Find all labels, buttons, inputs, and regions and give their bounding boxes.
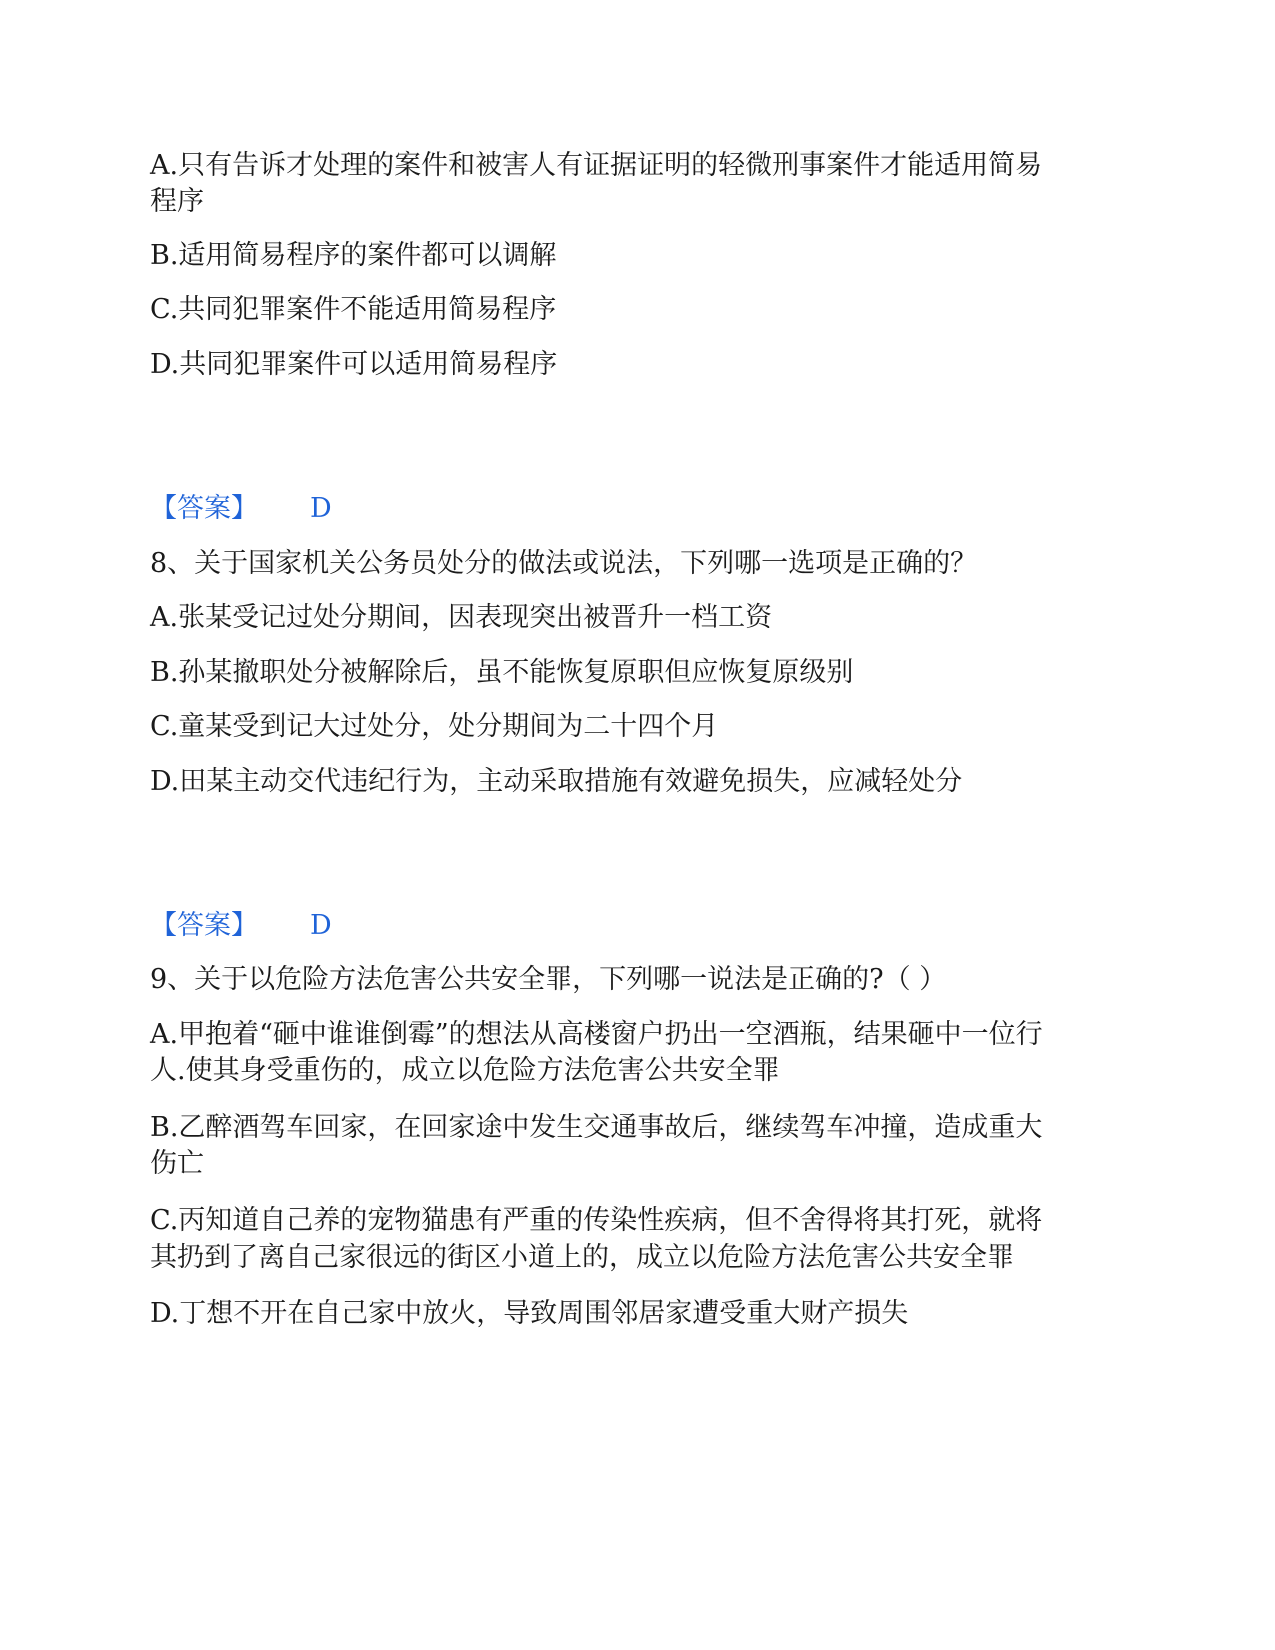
q8-option-b: B.孙某撤职处分被解除后，虽不能恢复原职但应恢复原级别	[150, 657, 854, 688]
q8-answer	[150, 906, 332, 946]
q7-answer-label: 【答案】	[150, 493, 258, 524]
q7-answer	[150, 489, 332, 529]
q8-option-a: A.张某受记过处分期间，因表现突出被晋升一档工资	[150, 602, 773, 633]
q9-option-b-line1: B.乙醉酒驾车回家，在回家途中发生交通事故后，继续驾车冲撞，造成重大	[150, 1112, 1043, 1143]
q7-option-b: B.适用简易程序的案件都可以调解	[150, 240, 557, 271]
q8-option-c: C.童某受到记大过处分，处分期间为二十四个月	[150, 711, 719, 742]
q9-option-d: D.丁想不开在自己家中放火，导致周围邻居家遭受重大财产损失	[150, 1298, 909, 1329]
q7-option-d: D.共同犯罪案件可以适用简易程序	[150, 349, 558, 380]
q7-option-a-line2: 程序	[150, 186, 204, 217]
q9-option-c-line2: 其扔到了离自己家很远的街区小道上的，成立以危险方法危害公共安全罪	[150, 1242, 1014, 1273]
q8-answer-label: 【答案】	[150, 910, 258, 941]
q9-option-b-line2: 伤亡	[150, 1148, 204, 1179]
q9-option-a-line2: 人.使其身受重伤的，成立以危险方法危害公共安全罪	[150, 1055, 780, 1086]
q7-answer-value: D	[310, 493, 332, 524]
q8-answer-value: D	[310, 910, 332, 941]
q9-option-c-line1: C.丙知道自己养的宠物猫患有严重的传染性疾病，但不舍得将其打死，就将	[150, 1205, 1043, 1236]
q9-option-a-line1: A.甲抱着“砸中谁谁倒霉”的想法从高楼窗户扔出一空酒瓶，结果砸中一位行	[150, 1019, 1043, 1050]
q7-option-c: C.共同犯罪案件不能适用简易程序	[150, 294, 557, 325]
q7-option-a-line1: A.只有告诉才处理的案件和被害人有证据证明的轻微刑事案件才能适用简易	[150, 150, 1043, 181]
q8-stem: 8、关于国家机关公务员处分的做法或说法，下列哪一选项是正确的？	[150, 548, 978, 579]
q8-option-d: D.田某主动交代违纪行为，主动采取措施有效避免损失，应减轻处分	[150, 766, 963, 797]
q9-stem: 9、关于以危险方法危害公共安全罪，下列哪一说法是正确的?（ ）	[150, 964, 947, 995]
